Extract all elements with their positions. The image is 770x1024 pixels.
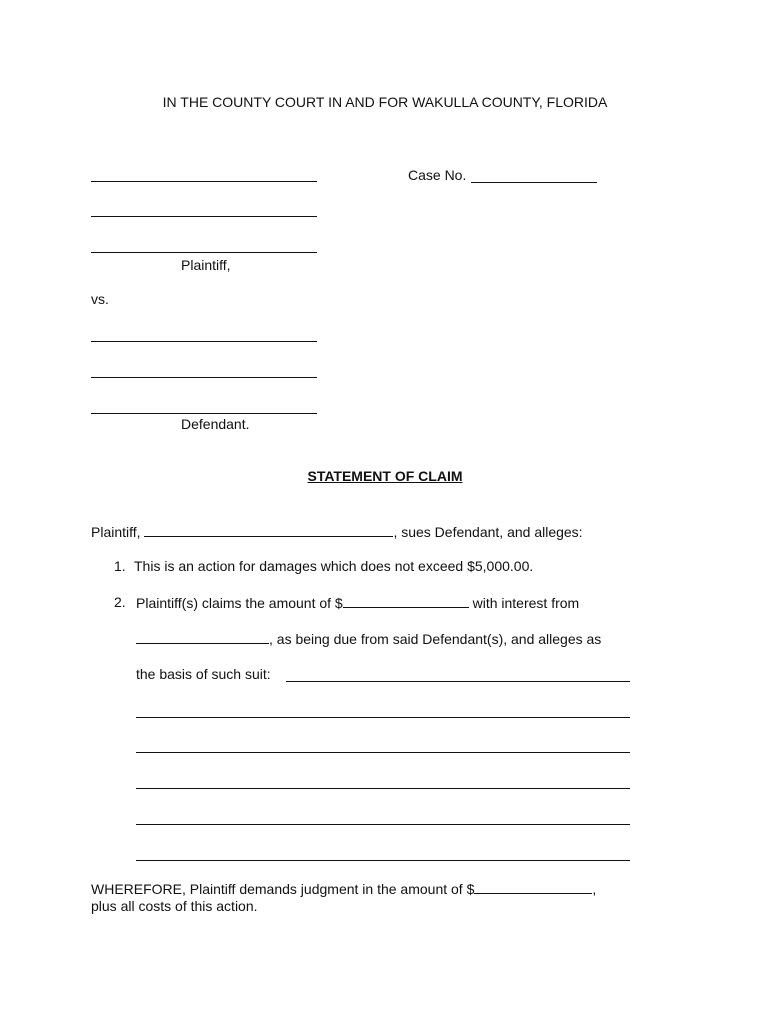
plaintiff-name-line-3[interactable]: [91, 252, 317, 253]
intro-suffix: , sues Defendant, and alleges:: [393, 524, 583, 540]
intro-prefix: Plaintiff,: [91, 524, 141, 540]
basis-field-line-4[interactable]: [136, 788, 630, 789]
document-title: STATEMENT OF CLAIM: [307, 468, 463, 484]
intro-line: [91, 522, 583, 541]
item-2-number: 2.: [114, 594, 126, 610]
judgment-amount-field[interactable]: [474, 879, 592, 894]
plaintiff-caption: Plaintiff,: [181, 257, 231, 273]
basis-field-line-6[interactable]: [136, 860, 630, 861]
basis-field-line-2[interactable]: [136, 717, 630, 718]
case-no-label: Case No.: [408, 167, 467, 183]
basis-field-line-3[interactable]: [136, 752, 630, 753]
interest-from-date-field[interactable]: [136, 629, 269, 644]
defendant-name-line-2[interactable]: [91, 377, 317, 378]
item-1-text: This is an action for damages which does not exceed $5,000.00.: [134, 558, 534, 574]
item-2-line-1: [136, 593, 579, 612]
item-2-text-d: the basis of such suit:: [136, 666, 271, 682]
item-2-text-a: Plaintiff(s) claims the amount of $: [136, 595, 343, 611]
wherefore-line-2: plus all costs of this action.: [91, 898, 258, 914]
wherefore-line-1: [91, 879, 596, 898]
item-2-text-b: with interest from: [472, 595, 580, 611]
basis-field-line-5[interactable]: [136, 824, 630, 825]
item-1-number: 1.: [114, 558, 126, 574]
plaintiff-name-line-2[interactable]: [91, 216, 317, 217]
plaintiff-name-line-1[interactable]: [91, 181, 317, 182]
case-no-field[interactable]: [471, 182, 597, 183]
court-header: IN THE COUNTY COURT IN AND FOR WAKULLA COUNTY, FLORIDA: [162, 94, 608, 110]
defendant-name-line-3[interactable]: [91, 413, 317, 414]
claim-amount-field[interactable]: [343, 593, 469, 608]
defendant-name-line-1[interactable]: [91, 341, 317, 342]
item-2-line-2: [136, 629, 601, 648]
defendant-caption: Defendant.: [181, 416, 250, 432]
wherefore-prefix: WHEREFORE, Plaintiff demands judgment in the amount of $: [91, 881, 475, 897]
plaintiff-name-field[interactable]: [144, 522, 393, 537]
item-2-text-c: , as being due from said Defendant(s), and alleges as: [269, 631, 602, 647]
versus-text: vs.: [91, 291, 109, 307]
wherefore-suffix: ,: [592, 881, 597, 897]
basis-field-line-1[interactable]: [286, 681, 630, 682]
